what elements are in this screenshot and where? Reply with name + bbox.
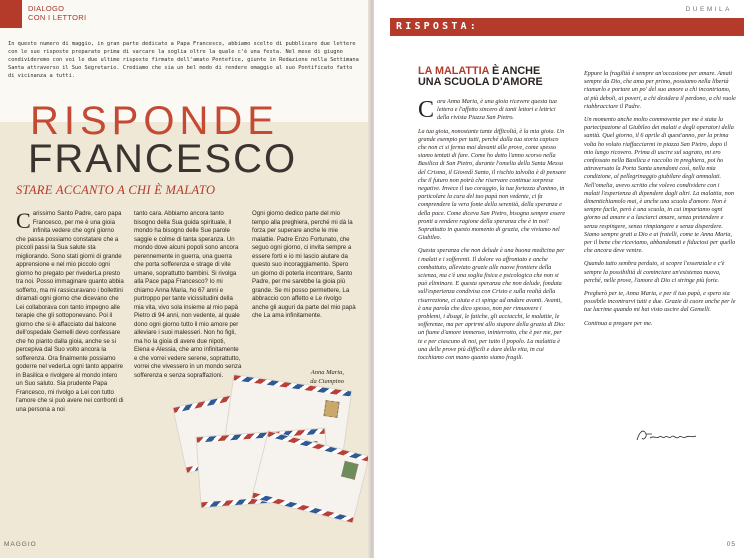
- letter-column-3: Ogni giorno dedico parte del mio tempo alla preghiera, perché mi dà la forza per superare anche le mie malattie. Padre Enzo Fortunato, che seguo ogni giorno, ci invita sempre a essere forti e io mi lascio aiutare da questo suo incoraggiamento. Spero un giorno di poterla incontrare, Santo Padre, per me sarebbe la gioia più grande. Se mi posso permettere, La abbraccio con affetto e Le rivolgo anche gli auguri da parte del mio papà che La ama infinitamente.: [252, 210, 356, 319]
- title-risponde: RISPONDE: [30, 99, 279, 143]
- answer-dropcap: C: [418, 97, 435, 123]
- answer-column-2: Eppure la fragilità è sempre un'occasione per amare. Amati sempre da Dio, che ama per primo, possiamo nella libertà riamarlo e portare un po' del suo amore a chi incontriamo, ai più deboli, ai poveri, a chi desidera il perdono, a chi vuole riabbracciare il Padre. Un momento anche molto commovente per me è stata la partecipazione al Giubileo dei malati e degli operatori della sanità. Quel giorno, il 6 aprile di quest'anno, per la prima volta ho voluto riaffacciarmi in piazza San Pietro, dopo il mio lungo ricovero. Prima di uscire sul sagrato, mi ero confessato nella Basilica e raccolto in preghiera, poi ho attraversato la Porta Santa unendomi così, nella mia condizione, al pellegrinaggio giubilare degli ammalati. Nell'omelia, avevo scritto che volevo condividere con i malati l'esperienza di dipendere dagli altri. La malattia, non dimentichiamolo mai, è anche una scuola d'amore. Non è sempre facile, però è una scuola, in cui impariamo ogni giorno ad amare e a lasciarci amare, senza pretendere e senza respingere, senza rimpiangere e senza disperdere. Siamo sempre grati a Dio e ai fratelli, come te Anna Maria, per il bene che riceviamo, abbandonati e fiduciosi per quello che ancora deve venire. Quando tutto sembra perduto, si scopre l'essenziale e c'è sempre la possibilità di cominciare un'esistenza nuova, perché, nelle prove, l'amore di Dio ci stringe più forte. Pregherò per te, Anna Maria, e per il tuo papà, e spero sia possibile incontrarvi tutti e due. Grazie di cuore anche per le tue lacrime quando mi hai visto uscire dal Gemelli. Continua a pregare per me.: [584, 70, 736, 327]
- letter-dropcap: C: [16, 208, 31, 233]
- envelope: [251, 430, 370, 523]
- title-francesco: FRANCESCO: [28, 137, 298, 181]
- risposta-label: RISPOSTA:: [396, 21, 479, 32]
- answer-column-1: Cara Anna Maria, è una gioia ricevere questa tua lettera e l'affetto sincero di tanti lettori e lettrici della rivista Piazza San Pietro. La tua gioia, nonostante tante difficoltà, è la mia gioia. Un grande esempio per tutti, perché dalla tua storia capisco che non ci si ferma mai davanti alle prove, come spesso siamo tentati di fare. Come ho detto l'anno scorso nella Basilica di San Pietro, durante l'omelia della Santa Messa del Crisma, il Giovedì Santo, il rischio talvolta è di pensare che il futuro non potrà che riservare continue sorprese negative. Invece il tuo coraggio, la tua fortezza d'animo, in particolare la cura del tuo papà non vedente, ci fa comprendere la vera fonte della serenità, della speranza e della pace. Come diceva San Pietro, bisogna sempre essere pronti a rendere ragione della speranza che è in noi! Soprattutto in questo momento di grazia, che viviamo nel Giubileo. Questa speranza che non delude è una buona medicina per i malati e i sofferenti. Il dolore va affrontato e anche combattuto, alleviato grazie alle nuove frontiere della scienza, ma c'è una soglia fisica e psicologica che non si può eliminare. E questa speranza che non delude, fondata sull'esperienza condivisa con Cristo e sulla realtà della risurrezione, ci aiuta e ci spinge ad andare avanti. Avanti, è una parola che dico spesso, non per rimuovere i problemi, i disagi, le fatiche, gli acciacchi, le malattie, le sofferenze, ma per aprirmi allo stupore della grazia di Dio: un fiume d'amore immenso, ininterrotto, che è per me, per te e per ciascuno di noi, per tutto il popolo. La malattia è una delle prove più difficili e dure della vita, in cui tocchiamo con mano quanto siamo fragili.: [418, 97, 566, 362]
- letter-signature: Anna Maria, da Ciampino: [310, 369, 344, 385]
- page-number: 05: [726, 541, 736, 548]
- section-color-bar: [0, 0, 22, 28]
- letter-subtitle: STARE ACCANTO A CHI È MALATO: [16, 183, 216, 197]
- magazine-label: DUEMILA: [685, 6, 732, 13]
- handwritten-signature: [634, 426, 700, 446]
- right-page: [374, 0, 744, 558]
- letter-column-1: Carissimo Santo Padre, caro papa Francesco, per me è una gioia infinita vedere che ogni giorno che passa possiamo constatare che a piccoli passi la Sua salute sta migliorando. Sono stati giorni di grande apprensione e nel mio piccolo ogni giorno ho pregato per rivederLa presto tra noi. Posso immaginare quanto abbia sofferto, ma mi rassicuravano i bollettini diramati ogni giorno che dicevano che Lei collaborava con tanto impegno alle terapie che gli sottoponevano. Poi il giorno che si è affacciato dal balcone dell'ospedale Gemelli devo confessare che ho pianto dalla gioia, anche se si percepiva dal Suo volto ancora la sofferenza. Ora finalmente possiamo goderre nel vederLa ogni tanto apparire in Basilica e rivolgere al mondo intero un Suo saluto. Sia prudente Papa Francesco, mi rivolgo a Lei con tutto l'amore che si può avere nei confronti di una persona a noi: [16, 208, 124, 413]
- answer-title: LA MALATTIA È ANCHE UNA SCUOLA D'AMORE: [418, 65, 543, 88]
- intro-paragraph: In questo numero di maggio, in gran parte dedicato a Papa Francesco, abbiamo scelto di pubblicare due lettere con le sue risposte preparate prima di varcare la soglia oltre la quale c'è una festa. Nel mese di giugno condivideremo con voi le due ultime risposte firmate dell'amato Pontefice, giunte in Redazione nella Settimana Santa attraverso il Suo Segretario. Crediamo che sia un bel modo di rendere omaggio al suo Pontificato fatto di vicinanza a tutti.: [8, 41, 359, 79]
- left-page: [0, 0, 370, 558]
- page-footer-left: MAGGIO: [4, 541, 37, 548]
- letter-column-2: tanto cara. Abbiamo ancora tanto bisogno della Sua guida spirituale, il mondo ha bisogno delle Sue parole saggie e colme di tanta speranza. Un mondo dove alcuni popoli sono ancora perennemente in guerra, una guerra che porta sofferenza e strage di vite umane, soprattutto bambini. Si rivolga alla Pace papa Francesco? Io mi chiamo Anna Maria, ho 67 anni e purtroppo per tante vicissitudini della mia vita, vivo sola insieme al mio papà Pietro di 94 anni, non vedente, al quale dono ogni giorno tutto il mio amore per alleviare i suoi malesseri. Non ho figli, ma ho la gioia di avere due nipoti, Elena e Alessia, che amo infinitamente e che vorrei vedere serene, soprattutto, vorrei che vivessero in un mondo senza sofferenza e senza sopraffazioni.: [134, 210, 242, 379]
- envelopes-image: [158, 372, 368, 522]
- section-tag: DIALOGO CON I LETTORI: [28, 4, 87, 22]
